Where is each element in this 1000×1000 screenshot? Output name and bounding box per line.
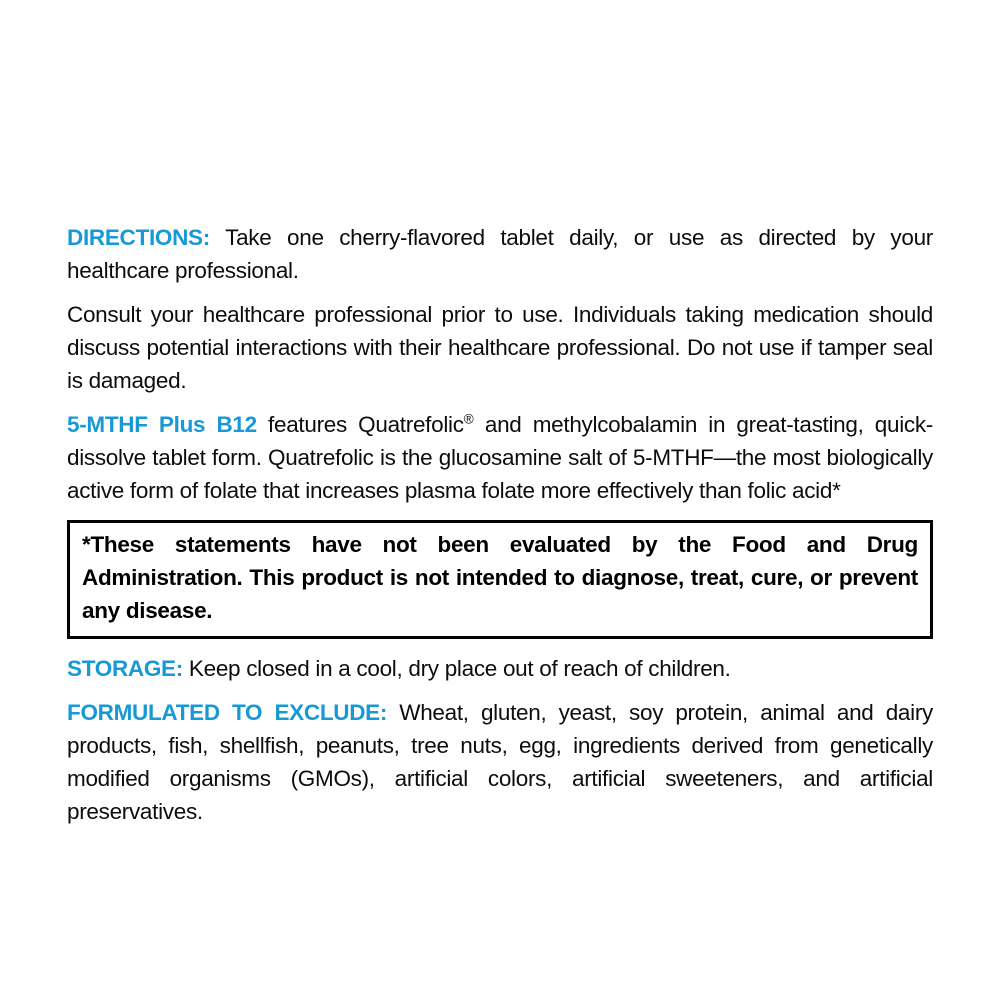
consult-text: Consult your healthcare professional prior to use. Individuals taking medication should discuss potential interactions with their healthcare professional. Do not use if tamper seal is damaged.	[67, 302, 933, 393]
directions-paragraph	[67, 221, 933, 287]
label-text-column	[67, 221, 933, 839]
fda-disclaimer-text: *These statements have not been evaluated by the Food and Drug Administration. This product is not intended to diagnose, treat, cure, or prevent any disease.	[82, 532, 918, 623]
storage-text: Keep closed in a cool, dry place out of reach of children.	[182, 656, 731, 681]
product-name: 5-MTHF Plus B12	[67, 412, 257, 437]
directions-text: Take one cherry-flavored tablet daily, or use as directed by your healthcare professional.	[67, 225, 933, 283]
fda-disclaimer-box	[67, 520, 933, 639]
product-text-before-reg: features Quatrefolic	[256, 412, 464, 437]
formulated-to-exclude-paragraph	[67, 696, 933, 828]
directions-heading: DIRECTIONS:	[67, 225, 210, 250]
formulated-to-exclude-text: Wheat, gluten, yeast, soy protein, animal and dairy products, fish, shellfish, peanuts, tree nuts, egg, ingredients derived from genetically modified organisms (GMOs), artificial colors, artificial sweeteners, and artificial preservatives.	[67, 700, 933, 824]
product-text-after-reg: and methylcobalamin in great-tasting, quick-dissolve tablet form. Quatrefolic is the glucosamine salt of 5-MTHF—the most biologically active form of folate that increases plasma folate more effectively than folic acid*	[67, 412, 933, 503]
registered-trademark-symbol: ®	[463, 411, 474, 427]
storage-paragraph	[67, 652, 933, 685]
consult-paragraph	[67, 298, 933, 397]
storage-heading: STORAGE:	[67, 656, 183, 681]
product-description-paragraph	[67, 408, 933, 507]
formulated-to-exclude-heading: FORMULATED TO EXCLUDE:	[67, 700, 388, 725]
